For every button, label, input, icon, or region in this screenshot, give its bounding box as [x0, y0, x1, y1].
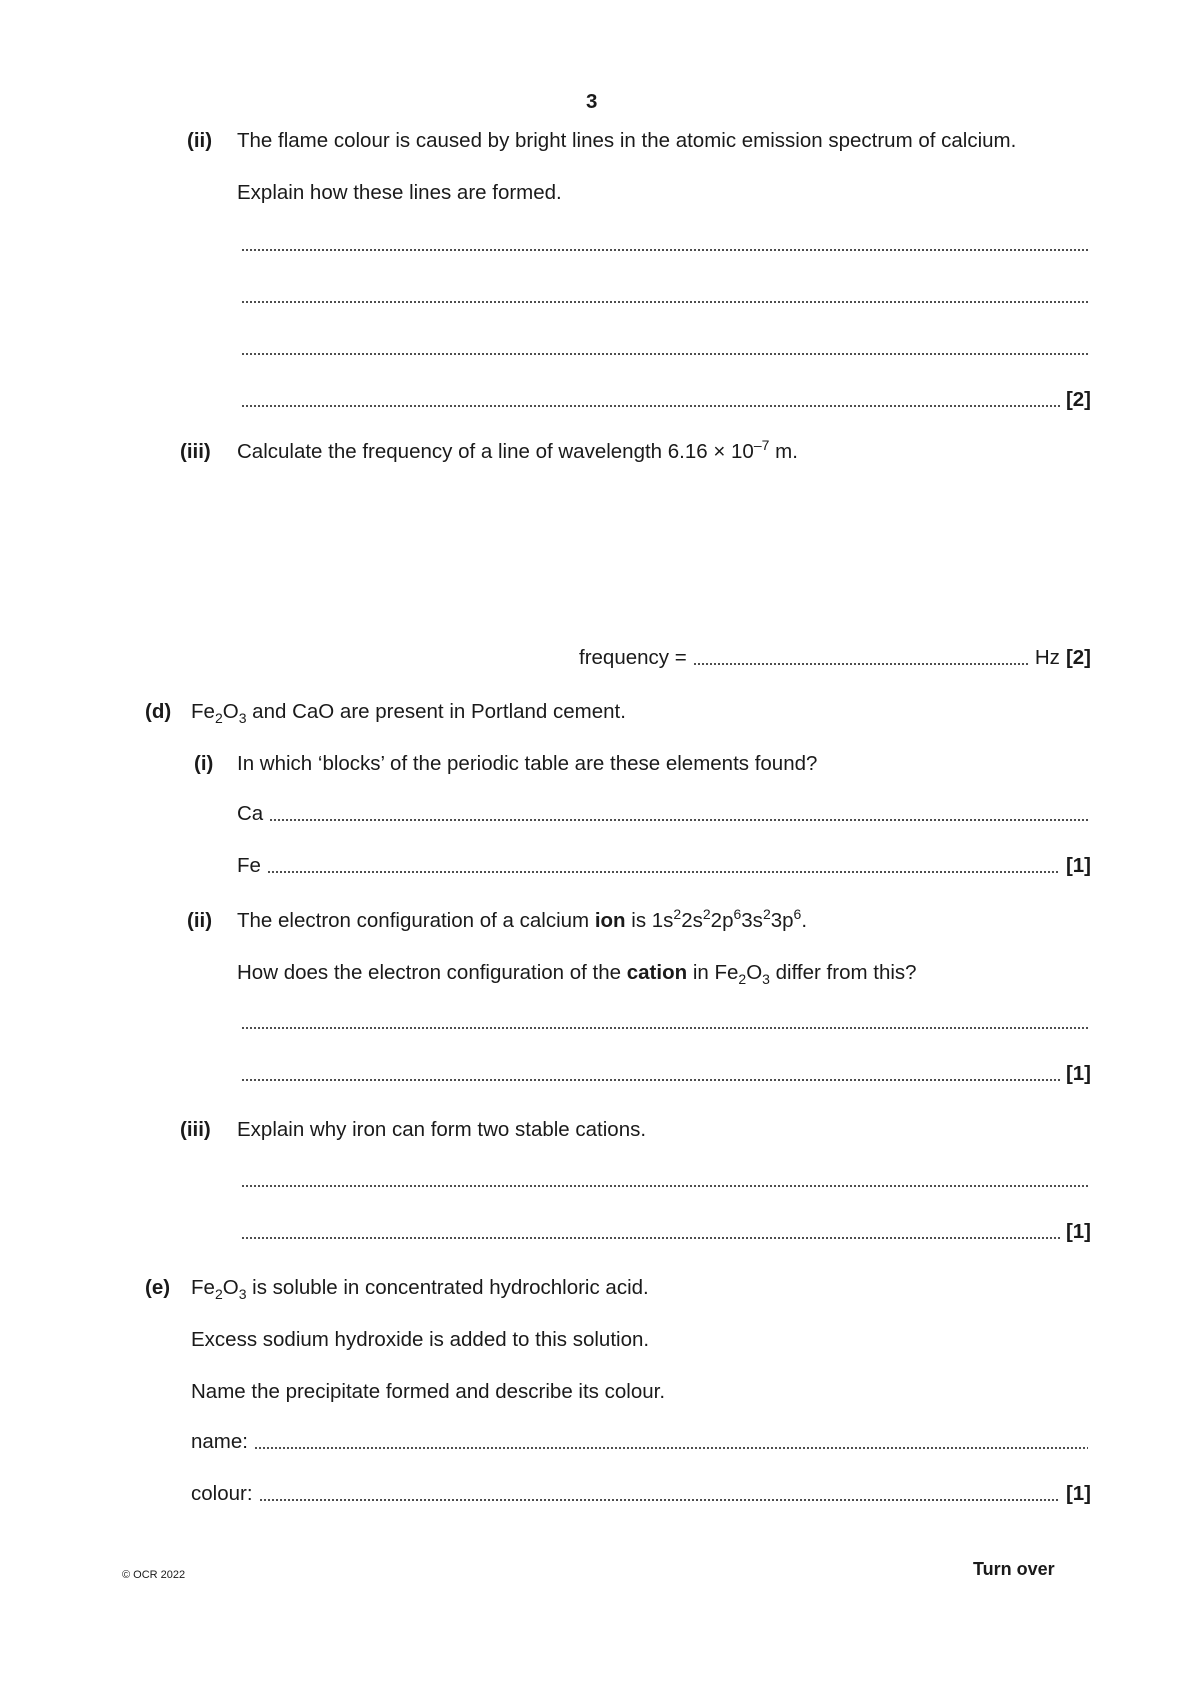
turn-over-label: Turn over: [973, 1559, 1055, 1579]
fe-label: Fe: [237, 854, 261, 877]
answer-line-d-iii-2[interactable]: [241, 1220, 1091, 1244]
answer-line-c-ii-4[interactable]: [241, 388, 1091, 412]
question-label-d: (d): [145, 700, 172, 723]
answer-line-frequency[interactable]: [579, 646, 1091, 670]
question-text-d-i: In which ‘blocks’ of the periodic table are these elements found?: [237, 752, 818, 775]
ca-label: Ca: [237, 802, 264, 825]
frequency-unit: Hz: [1034, 646, 1060, 669]
question-text-d: $Fe_2O_3$ and CaO are present in Portland cement.: [191, 700, 626, 727]
answer-line-name[interactable]: [191, 1430, 1088, 1454]
question-text-d-iii: Explain why iron can form two stable cations.: [237, 1118, 647, 1141]
question-text-c-ii: The flame colour is caused by bright lines in the atomic emission spectrum of calcium.: [237, 129, 1017, 152]
question-label-d-iii: (iii): [180, 1118, 211, 1141]
page-number: 3: [586, 90, 598, 113]
mark-d-i: [1]: [1065, 854, 1091, 877]
copyright-notice: © OCR 2022: [122, 1569, 186, 1581]
mark-d-ii: [1]: [1065, 1062, 1091, 1085]
answer-line-d-iii-1[interactable]: [241, 1168, 1088, 1192]
answer-line-c-ii-2[interactable]: [241, 284, 1088, 308]
question-text-d-ii: The electron configuration of a calcium ion is $1s^22s^22p^63s^23p^6$.: [237, 906, 808, 932]
answer-line-d-ii-1[interactable]: [241, 1010, 1088, 1034]
question-label-d-i: (i): [194, 752, 214, 775]
mark-d-iii: [1]: [1065, 1220, 1091, 1243]
mark-e: [1]: [1065, 1482, 1091, 1505]
answer-line-c-ii-1[interactable]: [241, 232, 1088, 256]
name-label: name:: [191, 1430, 248, 1453]
frequency-label: frequency =: [579, 646, 687, 669]
question-prompt-c-ii: Explain how these lines are formed.: [237, 181, 562, 204]
answer-line-ca[interactable]: [237, 802, 1088, 826]
question-text-e-2: Excess sodium hydroxide is added to this solution.: [191, 1328, 650, 1351]
question-text-e-3: Name the precipitate formed and describe its colour.: [191, 1380, 666, 1403]
mark-c-ii: [2]: [1065, 388, 1091, 411]
answer-line-colour[interactable]: [191, 1482, 1091, 1506]
question-label-d-ii: (ii): [187, 909, 213, 932]
question-label-c-ii: (ii): [187, 129, 213, 152]
question-label-e: (e): [145, 1276, 171, 1299]
question-prompt-d-ii: How does the electron configuration of the cation in $Fe_2O_3$ differ from this?: [237, 961, 917, 988]
mark-c-iii: [2]: [1065, 646, 1091, 669]
colour-label: colour:: [191, 1482, 253, 1505]
question-text-c-iii: Calculate the frequency of a line of wavelength $6.16 \times 10^{-7}$ m.: [237, 437, 798, 463]
question-text-e: $Fe_2O_3$ is soluble in concentrated hydrochloric acid.: [191, 1276, 649, 1303]
answer-line-d-ii-2[interactable]: [241, 1062, 1091, 1086]
question-label-c-iii: (iii): [180, 440, 211, 463]
answer-line-c-ii-3[interactable]: [241, 336, 1088, 360]
answer-line-fe[interactable]: [237, 854, 1091, 878]
